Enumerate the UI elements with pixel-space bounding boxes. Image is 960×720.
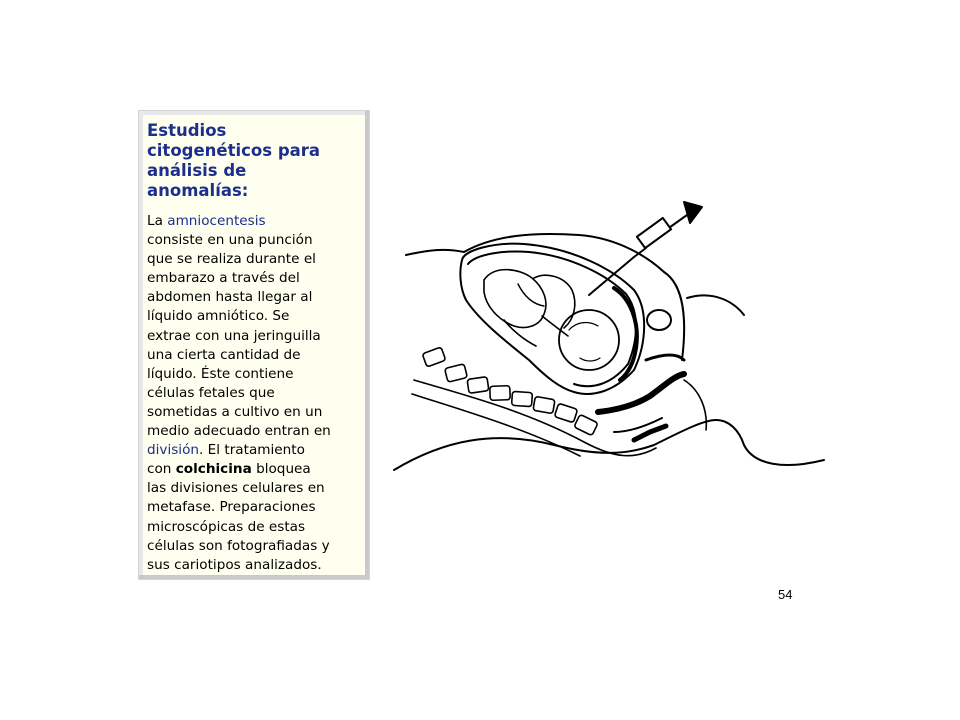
body-intro: La bbox=[147, 213, 168, 229]
term-amniocentesis: amniocentesis bbox=[167, 213, 266, 229]
amniocentesis-illustration-icon bbox=[384, 180, 834, 552]
body-part-4: bloquea las divisiones celulares en metafase. Preparaciones microscópicas de estas células son fotografiadas y sus cariotipos analizados. bbox=[147, 461, 330, 573]
body-part-3: . El tratamiento con bbox=[147, 442, 305, 478]
text-card bbox=[138, 110, 370, 580]
term-division: división bbox=[147, 442, 200, 459]
card-title: Estudios citogenéticos para análisis de anomalías: bbox=[147, 121, 321, 200]
page-number: 54 bbox=[778, 587, 793, 602]
card-body bbox=[147, 212, 361, 575]
term-colchicina: colchicina bbox=[175, 461, 252, 478]
syringe-icon bbox=[589, 202, 702, 295]
body-part-2: consiste en una punción que se realiza durante el embarazo a través del abdomen hasta llegar al líquido amniótico. Se extrae con una jeringuilla una cierta cantidad de líquido. Éste contiene células fetales que sometidas a cultivo en un medio adecuado entran en bbox=[147, 232, 331, 440]
